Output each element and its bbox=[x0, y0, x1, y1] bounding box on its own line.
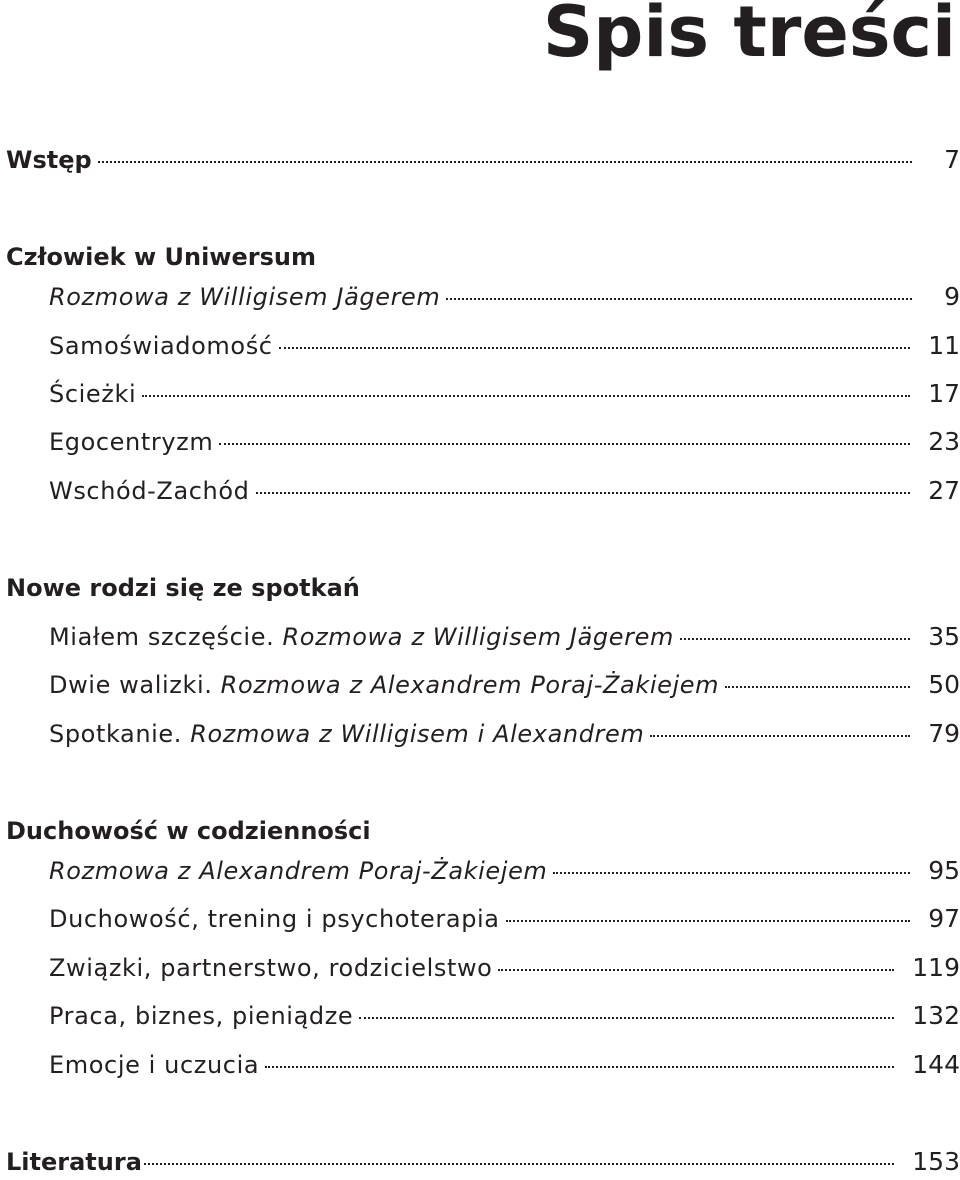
toc-page-number: 17 bbox=[928, 379, 960, 408]
dot-leader bbox=[680, 638, 910, 640]
section-heading-text: Nowe rodzi się ze spotkań bbox=[6, 574, 360, 602]
toc-page-number: 153 bbox=[912, 1147, 960, 1176]
toc-page-number: 119 bbox=[912, 953, 960, 982]
toc-entry[interactable] bbox=[49, 950, 960, 986]
dot-leader bbox=[725, 686, 910, 688]
toc-page-number: 79 bbox=[928, 719, 960, 748]
dot-leader bbox=[98, 161, 912, 163]
dot-leader bbox=[256, 492, 911, 494]
toc-section-heading bbox=[6, 239, 960, 275]
section-heading-text: Duchowość w codzienności bbox=[6, 817, 371, 845]
toc-entry[interactable] bbox=[49, 1047, 960, 1083]
toc-entry-label: Emocje i uczucia bbox=[49, 1051, 260, 1079]
page-title: Spis treści bbox=[542, 0, 956, 73]
dot-leader bbox=[446, 298, 912, 300]
toc-entry-label: Dwie walizki. Rozmowa z Alexandrem Poraj-Żakiejem bbox=[49, 671, 720, 699]
toc-page-number: 11 bbox=[928, 331, 960, 360]
toc-page-number: 132 bbox=[912, 1001, 960, 1030]
toc-entry[interactable] bbox=[49, 901, 960, 937]
toc-page-number: 23 bbox=[928, 427, 960, 456]
toc-entry-label: Ścieżki bbox=[49, 380, 137, 408]
toc-entry-label: Rozmowa z Willigisem Jägerem bbox=[49, 283, 441, 311]
dot-leader bbox=[279, 347, 911, 349]
toc-entry[interactable] bbox=[49, 473, 960, 509]
toc-page-number: 50 bbox=[928, 670, 960, 699]
dot-leader bbox=[650, 735, 910, 737]
dot-leader bbox=[498, 969, 894, 971]
toc-entry[interactable] bbox=[49, 328, 960, 364]
toc-entry-intro[interactable] bbox=[6, 142, 960, 178]
dot-leader bbox=[142, 395, 910, 397]
toc-entry-label: Duchowość, trening i psychoterapia bbox=[49, 905, 500, 933]
toc-page-number: 7 bbox=[944, 145, 960, 174]
toc-entry[interactable] bbox=[49, 279, 960, 315]
toc-entry-label: Samoświadomość bbox=[49, 332, 273, 360]
dot-leader bbox=[219, 443, 910, 445]
toc-entry-label: Rozmowa z Alexandrem Poraj-Żakiejem bbox=[49, 857, 548, 885]
toc-page-number: 9 bbox=[944, 282, 960, 311]
toc-entry-label: Wschód-Zachód bbox=[49, 477, 250, 505]
dot-leader bbox=[553, 872, 910, 874]
section-heading-text: Człowiek w Uniwersum bbox=[6, 243, 316, 271]
toc-entry[interactable] bbox=[49, 376, 960, 412]
toc-entry-label: Literatura bbox=[6, 1148, 142, 1176]
toc-section-heading bbox=[6, 570, 960, 606]
dot-leader bbox=[265, 1066, 894, 1068]
toc-section-heading bbox=[6, 813, 960, 849]
toc-page-number: 95 bbox=[928, 856, 960, 885]
toc-entry-label: Spotkanie. Rozmowa z Willigisem i Alexandrem bbox=[49, 720, 645, 748]
toc-entry-label: Miałem szczęście. Rozmowa z Willigisem Jägerem bbox=[49, 623, 674, 651]
dot-leader bbox=[144, 1163, 894, 1165]
dot-leader bbox=[506, 920, 911, 922]
toc-entry-literature[interactable] bbox=[6, 1144, 960, 1180]
toc-entry[interactable] bbox=[49, 716, 960, 752]
toc-entry[interactable] bbox=[49, 998, 960, 1034]
toc-page-number: 27 bbox=[928, 476, 960, 505]
toc-page-number: 97 bbox=[928, 904, 960, 933]
toc-entry-label: Wstęp bbox=[6, 146, 92, 174]
toc-page-number: 35 bbox=[928, 622, 960, 651]
toc-entry[interactable] bbox=[49, 667, 960, 703]
toc-entry-label: Egocentryzm bbox=[49, 428, 214, 456]
toc-entry[interactable] bbox=[49, 853, 960, 889]
toc-entry-label: Związki, partnerstwo, rodzicielstwo bbox=[49, 954, 493, 982]
dot-leader bbox=[359, 1017, 894, 1019]
toc-page-number: 144 bbox=[912, 1050, 960, 1079]
toc-entry[interactable] bbox=[49, 619, 960, 655]
toc-entry-label: Praca, biznes, pieniądze bbox=[49, 1002, 354, 1030]
toc-entry[interactable] bbox=[49, 424, 960, 460]
